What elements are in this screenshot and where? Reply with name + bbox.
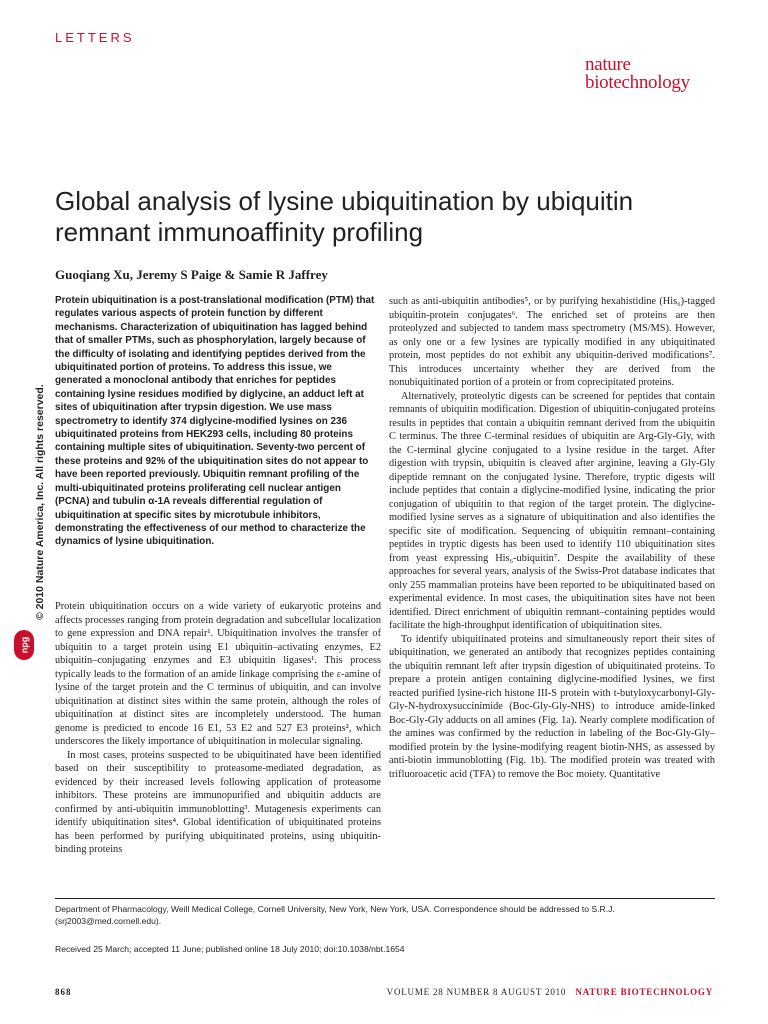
journal-name: NATURE BIOTECHNOLOGY (575, 987, 713, 997)
article-title: Global analysis of lysine ubiquitination by ubiquitin remnant immunoaffinity profiling (55, 186, 634, 247)
affiliation-footnote: Department of Pharmacology, Weill Medical College, Cornell University, New York, New York, USA. Correspondence should be addressed to S.R.J. (srj2003@med.cornell.edu). (55, 904, 615, 926)
body-paragraph: such as anti-ubiquitin antibodies⁵, or by purifying hexahistidine (His₆)-tagged ubiquitin-protein conjugates⁶. The enriched set of proteins are then proteolyzed and subjected to tandem mass spectrometry (MS/MS). However, as only one or a few lysines are typically modified in any ubiquitinated protein, most peptides do not exhibit any ubiquitin-derived modifications⁷. This introduces uncertainty whether they are derived from the nonubiquitinated portion of a protein or from coprecipitated proteins. (389, 296, 715, 388)
section-label: LETTERS (55, 30, 135, 45)
journal-logo-line1: nature (585, 54, 631, 75)
body-paragraph: To identify ubiquitinated proteins and simultaneously report their sites of ubiquitination, we generated an antibody that recognizes peptides containing the ubiquitin remnant left after trypsin digestion of ubiquitinated proteins. To prepare a protein antigen containing diglycine-modified lysines, we first reacted purified lysine-rich histone III-S protein with t-butyloxycarbonyl-Gly-Gly-N-hydroxysuccinimide (Boc-Gly-Gly-NHS) to introduce amide-linked Boc-Gly-Gly adducts on all amines (Fig. 1a). Nearly complete modification of the amines was confirmed by the reduction in labeling of the Boc-Gly-Gly–modified protein by the lysine-modifying reagent biotin-NHS, as assessed by anti-biotin immunoblotting (Fig. 1b). The modified protein was treated with trifluoroacetic acid (TFA) to remove the Boc moiety. Quantitative (389, 633, 715, 780)
body-paragraph: In most cases, proteins suspected to be ubiquitinated have been identified based on their susceptibility to proteasome-mediated degradation, as evidenced by their increased levels following application of proteasome inhibitors. These proteins are immunopurified and ubiquitin adducts are confirmed by anti-ubiquitin immunoblotting³. Mutagenesis experiments can identify ubiquitination sites⁴. Global identification of ubiquitinated proteins has been performed by purifying ubiquitinated proteins, using ubiquitin-binding proteins (55, 749, 381, 855)
right-column-body (389, 295, 715, 781)
body-paragraph: Protein ubiquitination occurs on a wide variety of eukaryotic proteins and affects processes ranging from protein degradation and subcellular localization to gene expression and DNA repair¹. Ubiquitination involves the transfer of ubiquitin to a target protein using E1 ubiquitin–activating enzymes, E2 ubiquitin–conjugating enzymes and E3 ubiquitin ligases¹. This process typically leads to the formation of an amide linkage comprising the ε-amine of lysine of the target protein and the C terminus of ubiquitin, and can involve ubiquitination at distinct sites within the same protein, although the roles of ubiquitination at distinct sites are incompletely understood. The human genome is predicted to encode 16 E1, 53 E2 and 527 E3 proteins², which underscores the likely importance of ubiquitination in molecular signaling. (55, 601, 381, 747)
journal-logo (585, 56, 690, 92)
page-number: 868 (55, 987, 72, 997)
left-column-body (55, 600, 381, 857)
abstract: Protein ubiquitination is a post-translational modification (PTM) that regulates various aspects of protein function by different mechanisms. Characterization of ubiquitination has lagged behind that of smaller PTMs, such as phosphorylation, largely because of the difficulty of isolating and identifying peptides derived from the ubiquitinated portion of proteins. To address this issue, we generated a monoclonal antibody that enriches for peptides containing lysine residues modified by diglycine, an adduct left at sites of ubiquitination after trypsin digestion. We use mass spectrometry to identify 374 diglycine-modified lysines on 236 ubiquitinated proteins from HEK293 cells, including 80 proteins containing multiple sites of ubiquitination. Seventy-two percent of these proteins and 92% of the ubiquitination sites do not appear to have been reported previously. Ubiquitin remnant profiling of the multi-ubiquitinated proteins proliferating cell nuclear antigen (PCNA) and tubulin α-1A reveals differential regulation of ubiquitination at specific sites by microtubule inhibitors, demonstrating the effectiveness of our method to characterize the dynamics of lysine ubiquitination. (55, 295, 375, 548)
copyright-sidebar (0, 0, 46, 1024)
journal-logo-line2: biotechnology (585, 72, 690, 93)
running-footer (387, 987, 713, 997)
author-list: Guoqiang Xu, Jeremy S Paige & Samie R Jaffrey (55, 267, 328, 282)
npg-logo-icon (14, 630, 34, 660)
publication-history: Received 25 March; accepted 11 June; published online 18 July 2010; doi:10.1038/nbt.1654 (55, 944, 405, 954)
body-paragraph: Alternatively, proteolytic digests can be screened for peptides that contain remnants of ubiquitin modification. Digestion of ubiquitin-conjugated proteins results in peptides that contain a ubiquitin remnant derived from the ubiquitin C terminus. The three C-terminal residues of ubiquitin are Arg-Gly-Gly, with the C-terminal glycine conjugated to a lysine residue in the target. After digestion with trypsin, ubiquitin is cleaved after arginine, leaving a Gly-Gly dipeptide remnant on the conjugated lysine. Therefore, tryptic digests will include peptides that contain a diglycine-modified lysine, indicating the prior conjugation of ubiquitin to that region of the target protein. The diglycine-modified lysine serves as a signature of ubiquitination and also identifies the specific site of modification. Sequencing of ubiquitin remnant–containing peptides in tryptic digests has been used to identify 110 ubiquitination sites from yeast expressing His₆-ubiquitin⁷. Despite the availability of these approaches for several years, analysis of the Swiss-Prot database indicates that only 255 mammalian proteins have been reported to be ubiquitinated based on experimental evidence. In most cases, the ubiquitination sites have not been identified. Direct enrichment of ubiquitin remnant–containing peptides would facilitate the high-throughput identification of ubiquitination sites. (389, 390, 715, 631)
footnote-divider (55, 898, 715, 899)
volume-info: VOLUME 28 NUMBER 8 AUGUST 2010 (386, 987, 567, 997)
copyright-notice: © 2010 Nature America, Inc. All rights reserved. (34, 384, 46, 620)
npg-logo-text: npg (19, 636, 29, 654)
